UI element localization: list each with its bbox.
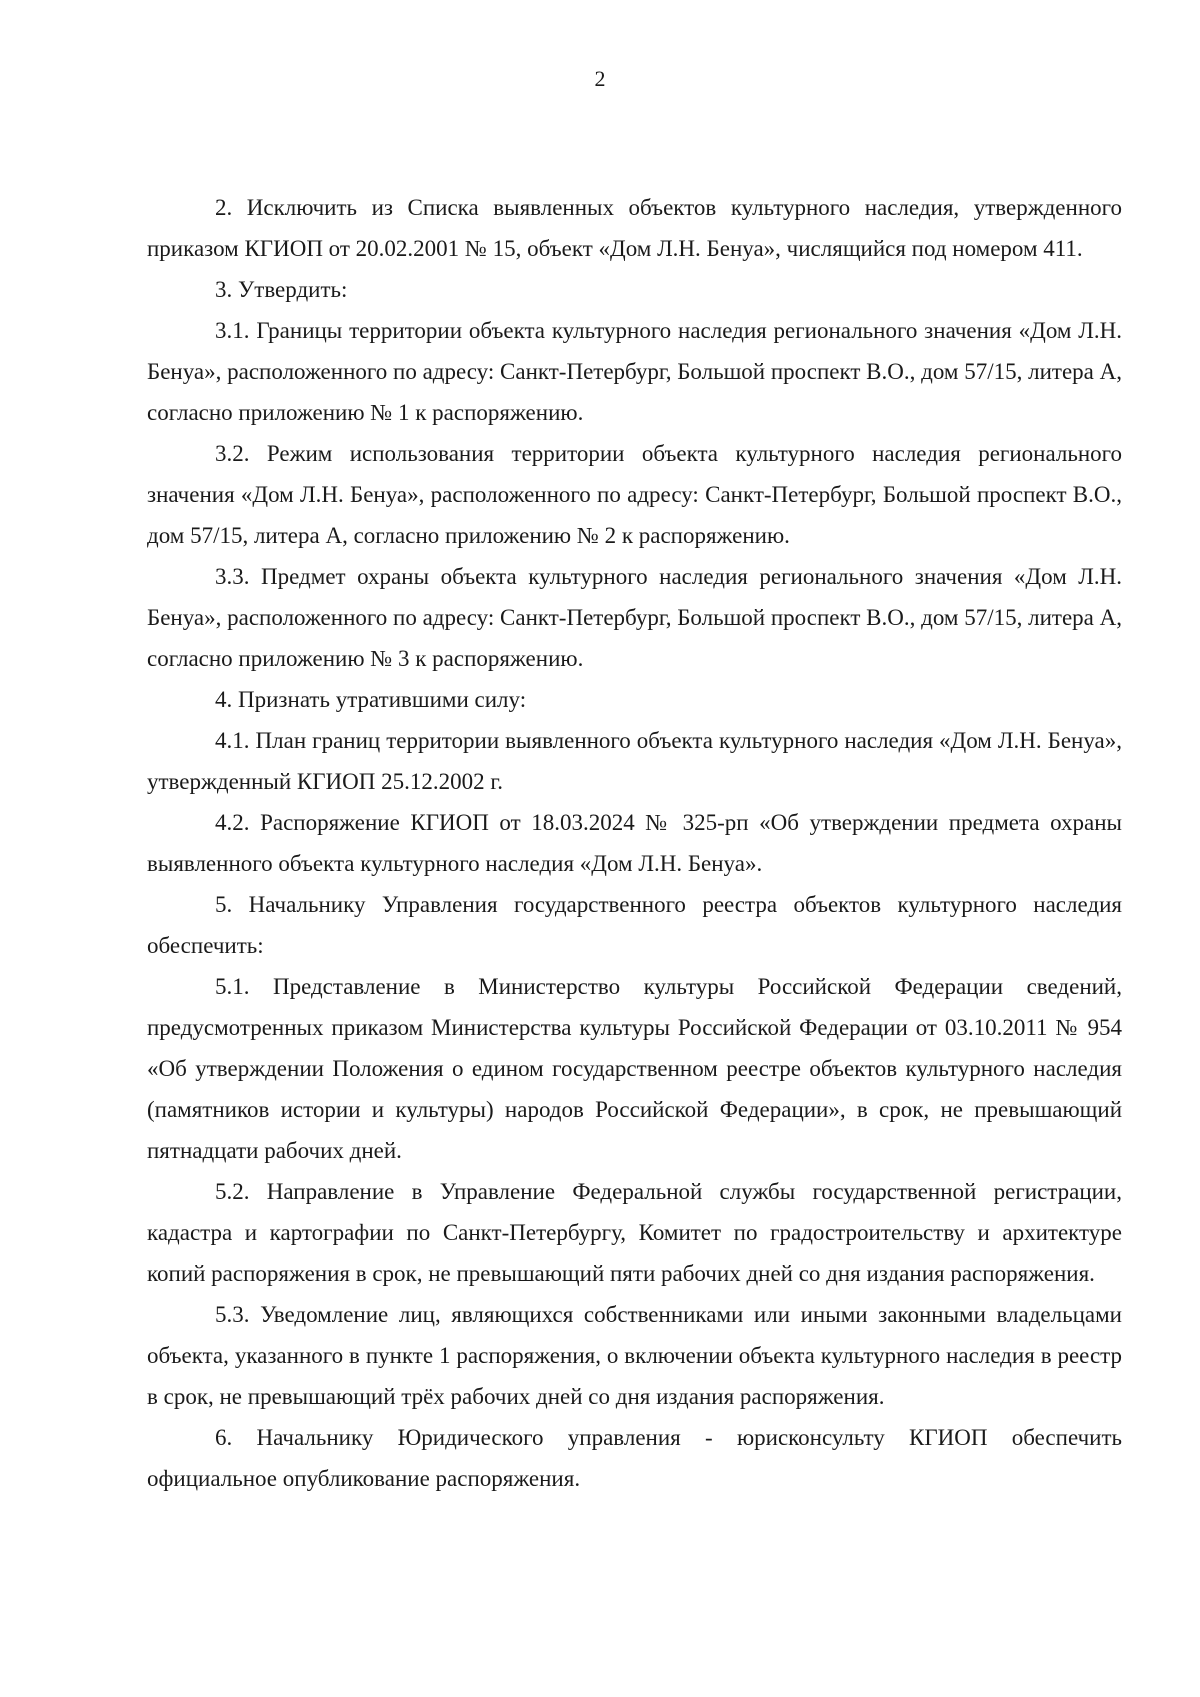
paragraph-3-3-protection-subject: 3.3. Предмет охраны объекта культурного наследия регионального значения «Дом Л.Н. Бенуа», расположенного по адресу: Санкт-Петербург, Большой проспект В.О., дом 57/15, литера А, согласно приложению № 3 к распоряжению. (147, 564, 1122, 671)
paragraph-6-legal-dept: 6. Начальнику Юридического управления - юрисконсульту КГИОП обеспечить официальное опубликование распоряжения. (147, 1425, 1122, 1491)
page-number: 2 (594, 66, 606, 91)
paragraph-5-registry-head: 5. Начальнику Управления государственного реестра объектов культурного наследия обеспечить: (147, 892, 1122, 958)
paragraph-5-2-rosreestr: 5.2. Направление в Управление Федеральной службы государственной регистрации, кадастра и картографии по Санкт-Петербургу, Комитет по градостроительству и архитектуре копий распоряжения в срок, не превышающий пяти рабочих дней со дня издания распоряжения. (147, 1179, 1122, 1286)
paragraph-5-1-ministry: 5.1. Представление в Министерство культуры Российской Федерации сведений, предусмотренных приказом Министерства культуры Российской Федерации от 03.10.2011 № 954 «Об утверждении Положения о едином государственном реестре объектов культурного наследия (памятников истории и культуры) народов Российской Федерации», в срок, не превышающий пятнадцати рабочих дней. (147, 974, 1122, 1163)
paragraph-2-exclude: 2. Исключить из Списка выявленных объектов культурного наследия, утвержденного приказом КГИОП от 20.02.2001 № 15, объект «Дом Л.Н. Бенуа», числящийся под номером 411. (147, 195, 1122, 261)
paragraph-3-1-boundaries: 3.1. Границы территории объекта культурного наследия регионального значения «Дом Л.Н. Бенуа», расположенного по адресу: Санкт-Петербург, Большой проспект В.О., дом 57/15, литера А, согласно приложению № 1 к распоряжению. (147, 318, 1122, 425)
paragraph-4-1-plan: 4.1. План границ территории выявленного объекта культурного наследия «Дом Л.Н. Бенуа», утвержденный КГИОП 25.12.2002 г. (147, 728, 1122, 794)
paragraph-5-3-owners-notice: 5.3. Уведомление лиц, являющихся собственниками или иными законными владельцами объекта, указанного в пункте 1 распоряжения, о включении объекта культурного наследия в реестр в срок, не превышающий трёх рабочих дней со дня издания распоряжения. (147, 1302, 1122, 1409)
paragraph-3-2-usage-regime: 3.2. Режим использования территории объекта культурного наследия регионального значения «Дом Л.Н. Бенуа», расположенного по адресу: Санкт-Петербург, Большой проспект В.О., дом 57/15, литера А, согласно приложению № 2 к распоряжению. (147, 441, 1122, 548)
paragraph-4-invalidate: 4. Признать утратившими силу: (215, 687, 527, 712)
document-body (147, 187, 1122, 1499)
paragraph-4-2-order: 4.2. Распоряжение КГИОП от 18.03.2024 № 325-рп «Об утверждении предмета охраны выявленного объекта культурного наследия «Дом Л.Н. Бенуа». (147, 810, 1122, 876)
paragraph-3-approve: 3. Утвердить: (215, 277, 348, 302)
